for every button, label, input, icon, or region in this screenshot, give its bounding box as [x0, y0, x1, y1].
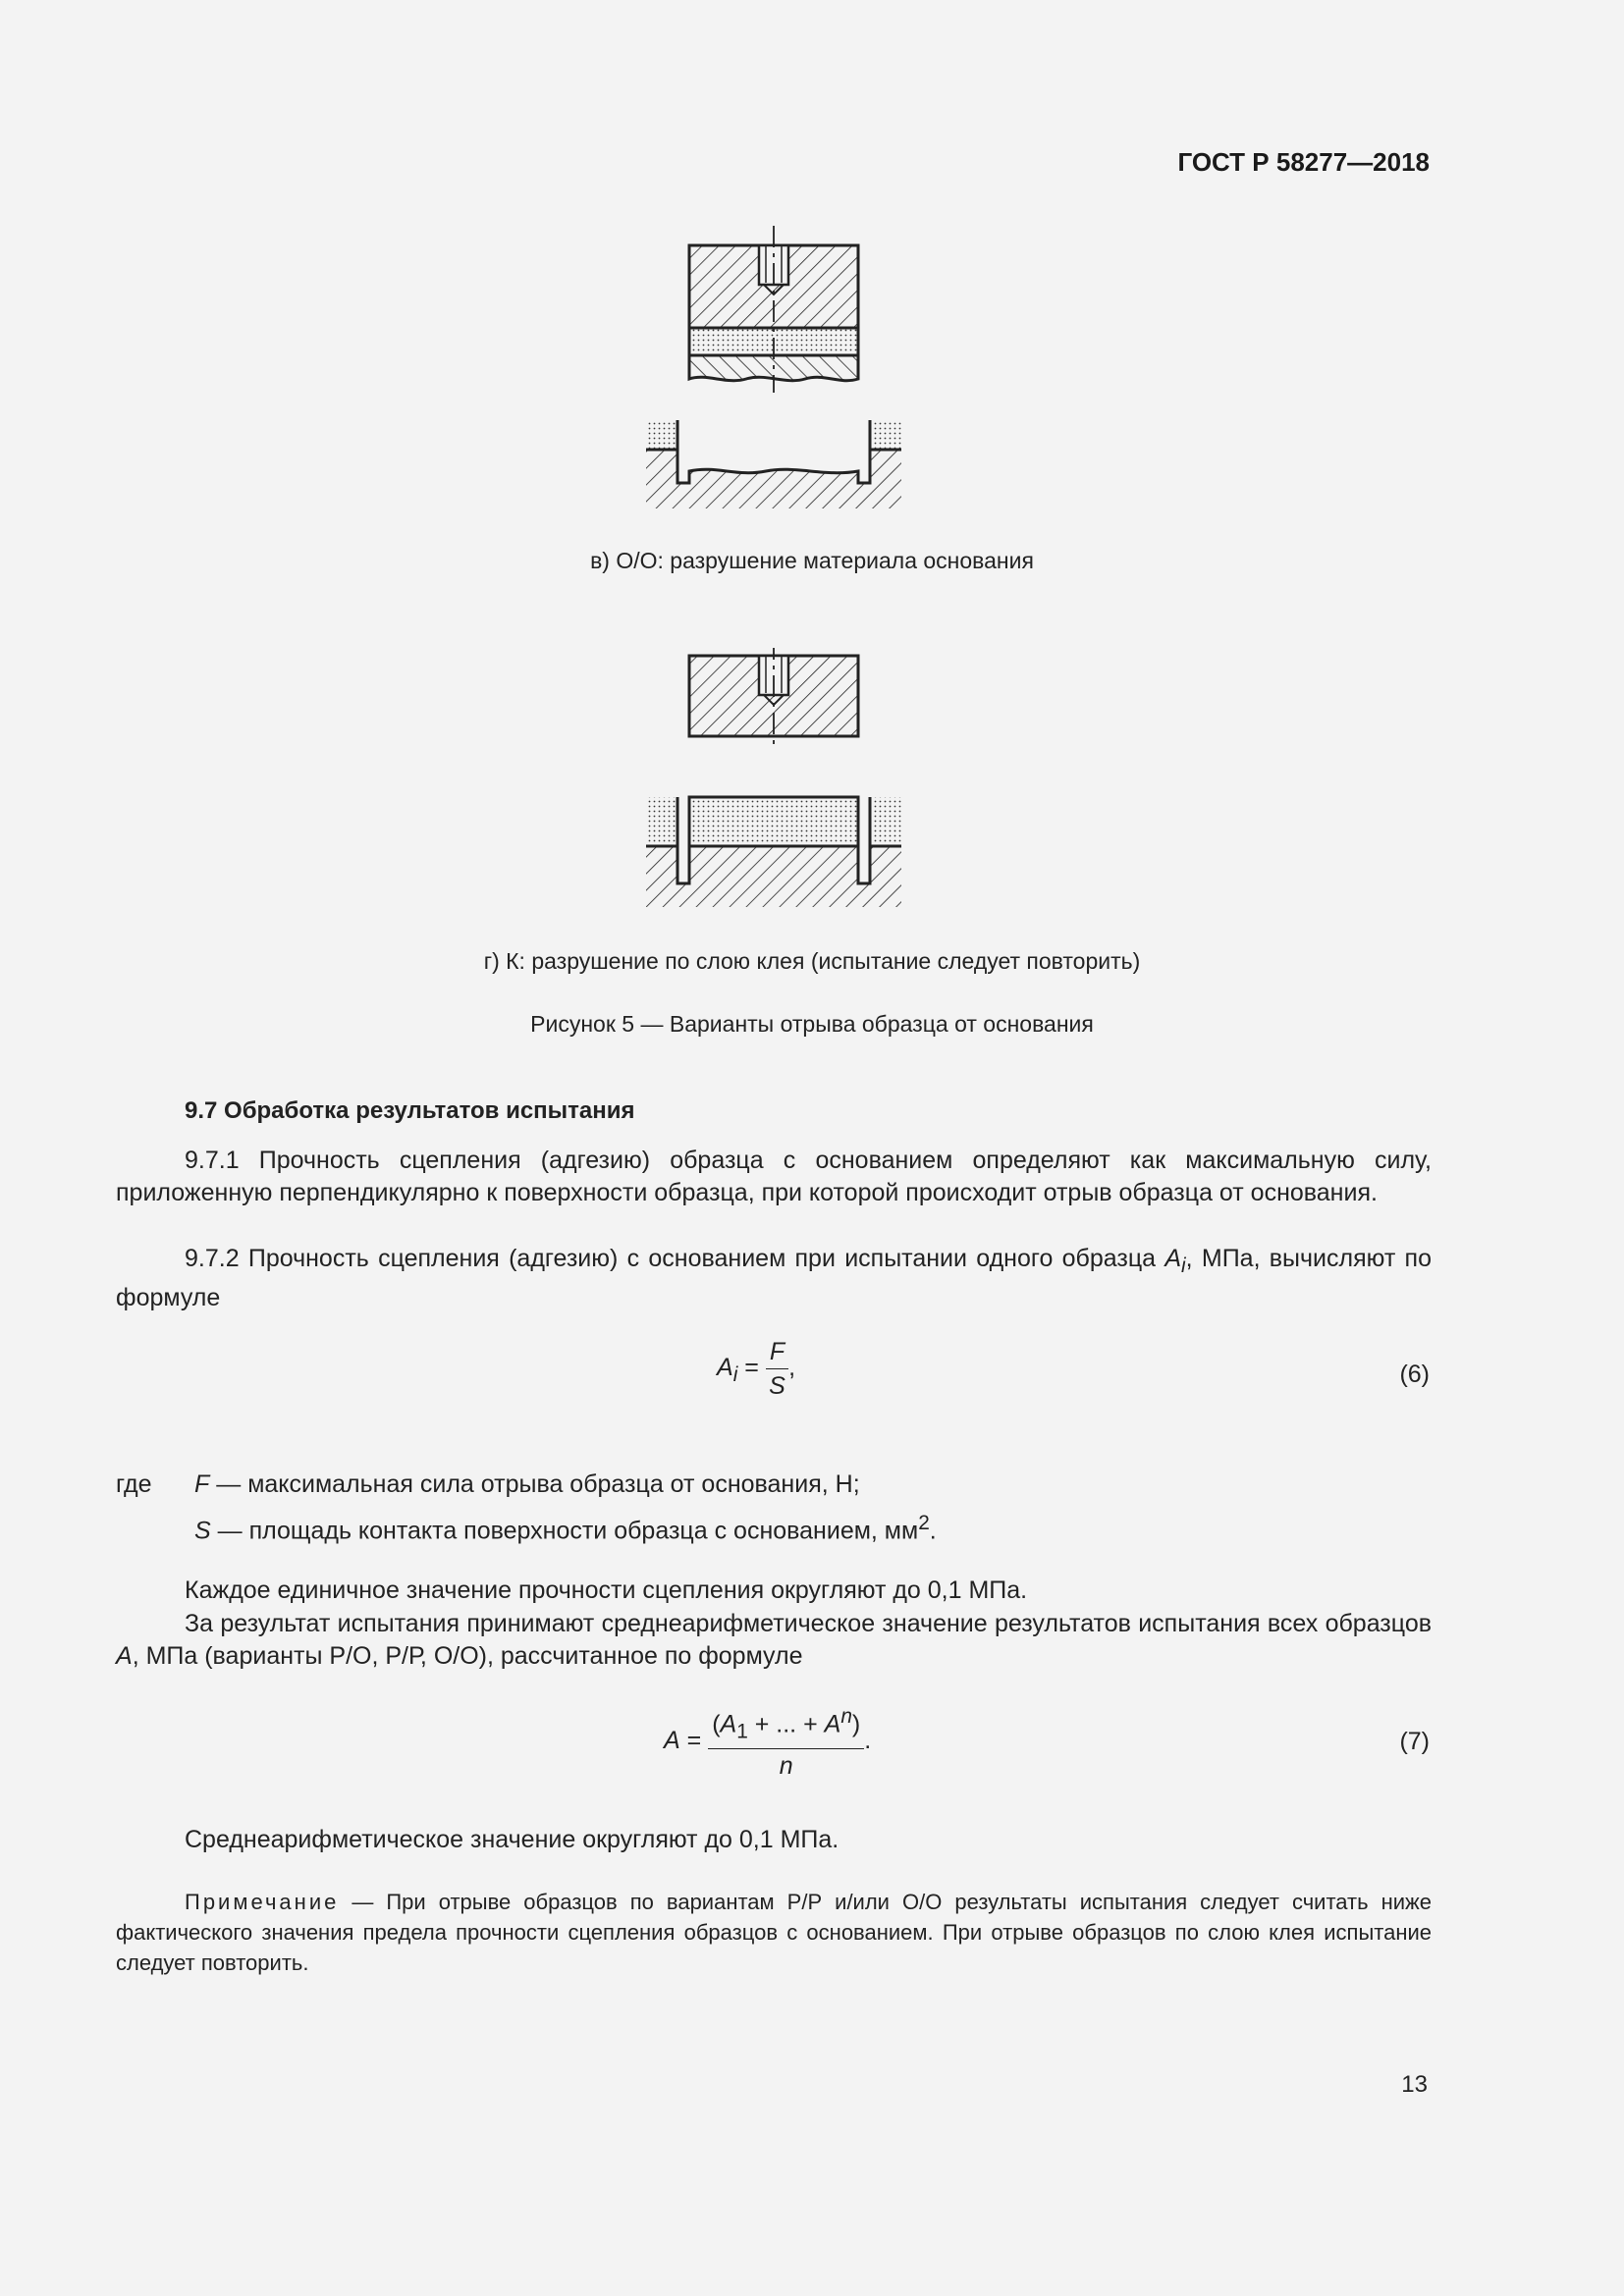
- formula-6: $A_i$ = $\frac{F}{S}$ ,: [717, 1335, 795, 1403]
- page-number: 13: [1401, 2071, 1428, 2098]
- equation-number-6: (6): [1399, 1361, 1430, 1388]
- figure-g-drawing: [638, 648, 913, 913]
- where-label: где: [116, 1470, 152, 1498]
- paragraph-result: За результат испытания принимают среднеарифметическое значение результатов испытания всех образцов A, МПа (варианты Р/О, Р/Р, О/О), рассчитанное по формуле: [116, 1610, 1432, 1670]
- fraction: $\frac{F}{S}$: [766, 1335, 788, 1403]
- equation-number-7: (7): [1399, 1728, 1430, 1755]
- figure-v-caption: в) О/О: разрушение материала основания: [590, 548, 1034, 573]
- paragraph-mean-rounding: Среднеарифметическое значение округляют до 0,1 МПа.: [185, 1826, 839, 1853]
- figure-v-drawing: [638, 226, 913, 510]
- formula-7: A = $\frac{(A_1 + ... + A^n)}{n}$ .: [664, 1700, 871, 1783]
- paragraph-9-7-2: 9.7.2 Прочность сцепления (адгезию) с основанием при испытании одного образца $A_i$, МПа, вычисляют по формуле: [116, 1245, 1432, 1311]
- paragraph-rounding: Каждое единичное значение прочности сцепления округляют до 0,1 МПа.: [185, 1576, 1028, 1604]
- fraction: $\frac{(A_1 + ... + A^n)}{n}$: [708, 1700, 864, 1783]
- where-row-f: F — максимальная сила отрыва образца от основания, Н;: [194, 1470, 860, 1498]
- figure-title: Рисунок 5 — Варианты отрыва образца от основания: [530, 1011, 1094, 1037]
- paragraph-9-7-1: 9.7.1 Прочность сцепления (адгезию) образца с основанием определяют как максимальную силу, приложенную перпендикулярно к поверхности образца, при которой происходит отрыв образца от основания.: [116, 1147, 1432, 1206]
- where-row-s: S — площадь контакта поверхности образца с основанием, $мм^2$.: [194, 1512, 937, 1545]
- note-label: Примечание: [185, 1890, 340, 1914]
- document-code: ГОСТ Р 58277—2018: [1177, 147, 1430, 177]
- figure-g-caption: г) К: разрушение по слою клея (испытание следует повторить): [483, 948, 1141, 974]
- note: Примечание — При отрыве образцов по вариантам Р/Р и/или О/О результаты испытания следует считать ниже фактического значения предела прочности сцепления образцов с основанием. При отрыве образцов по слою клея испытание следует повторить.: [116, 1890, 1432, 1975]
- section-title: 9.7 Обработка результатов испытания: [185, 1097, 635, 1124]
